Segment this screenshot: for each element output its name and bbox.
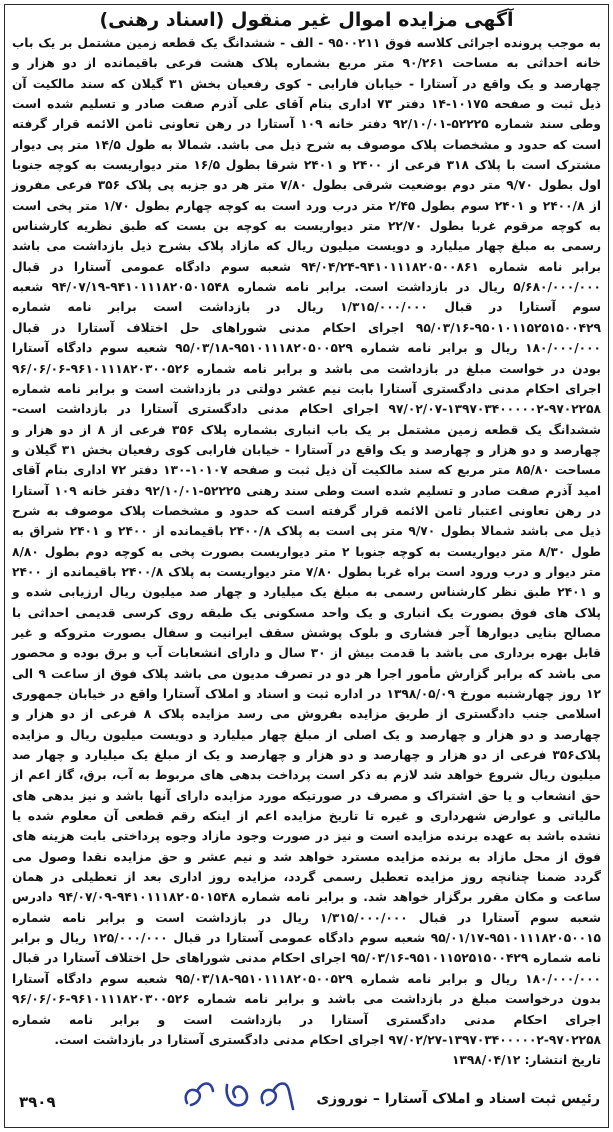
- handwritten-number-mark: [175, 1073, 315, 1119]
- ad-number: ۳۹۰۹: [19, 1093, 56, 1111]
- publish-date: تاریخ انتشار: ۱۳۹۸/۰۴/۱۲: [451, 1053, 601, 1068]
- notice-body: به موجب پرونده اجرائی کلاسه فوق ۹۵۰۰۲۱۱ - الف - ششدانگ یک قطعه زمین مشتمل بر یک باب خانه احداثی به مساحت ۹۰/۲۶۱ متر مربع بشماره پلاک هشت فرعی باقیمانده از دو هزار و چهارصد و یک واقع در آستارا - خیابان فارابی - کوی رفعیان بخش ۳۱ گیلان که سند مالکیت آن ذیل ثبت و صفحه ۱۰۱۷۵-۱۴ دفتر ۷۳ اداری بنام آقای علی آذرم صفت صادر و تسلیم شده است وطی سند شماره ۵۲۲۲۵-۹۲/۱۰/۰۱ دفتر خانه ۱۰۹ آستارا در رهن تعاونی ثامن الائمه قرار گرفته است که حدود و مشخصات پلاک موصوف به شرح ذیل می باشد. شمالا به طول ۱۴/۵ متر پی دیوار مشترک است با پلاک ۳۱۸ فرعی از ۲۴۰۰ و ۲۴۰۱ شرقا بطول ۱۶/۵ متر دیواریست به کوچه جنوبا اول بطول ۹/۷۰ متر دوم بوضعیت شرقی بطول ۷/۸۰ متر هر دو جزبه پی پلاک ۳۵۶ فرعی مفروز از ۲۴۰۰/۸ و ۲۴۰۱ سوم بطول ۲/۴۵ متر درب ورد است به کوچه چهارم بطول ۱/۷۰ متر پخی است به کوچه مرقوم غربا بطول ۲۲/۷۰ متر دیواریست به کوچه بن بست که طبق نظریه کارشناس رسمی به مبلغ چهار میلیارد و دویست میلیون ریال که مازاد پلاک بشرح ذیل بازداشت می باشد برابر نامه شماره ۹۴۱۰۱۱۱۸۲۰۵۰۰۸۶۱-۹۴/۰۴/۲۴ شعبه سوم دادگاه عمومی آستارا در قبال ۵/۶۸۰/۰۰۰/۰۰۰ ریال در بازداشت است. برابر نامه شماره ۹۴۱۰۱۱۱۸۲۰۵۰۱۵۴۸-۹۴/۰۷/۱۹ شعبه سوم آستارا در قبال ۱/۳۱۵/۰۰۰/۰۰۰ ریال در بازداشت است برابر نامه شماره ۹۵۰۱۰۱۱۵۲۵۱۵۰۰۴۲۹-۹۵/۰۳/۱۶ اجرای احکام مدنی شوراهای حل اختلاف آستارا در قبال ۱۸۰/۰۰۰/۰۰۰ ریال و برابر نامه شماره ۹۵۱۰۱۱۱۸۲۰۵۰۰۵۲۹-۹۵/۰۳/۱۸ شعبه سوم دادگاه آستارا بودن در خواست مبلغ در بازداشت می باشد و برابر نامه شماره ۹۶۱۰۱۱۱۸۲۰۳۰۰۵۲۶-۹۶/۰۶/۰۶ اجرای احکام مدنی دادگستری آستارا بابت نیم عشر دولتی در بازداشت است و برابر نامه شماره ۹۷۰۲۲۵۸-۱۳۹۷۰۳۴۰۰۰۰۰۲-۹۷/۰۲/۰۷ اجرای احکام مدنی دادگستری آستارا در بازداشت است- ششدانگ یک قطعه زمین مشتمل بر یک باب انباری بشماره پلاک ۳۵۶ فرعی از ۸ از دو هزار و چهارصد و دو هزار و چهارصد و یک واقع در آستارا - خیابان فارابی کوی رفعیان بخش ۳۱ گیلان و مساحت ۸۵/۸۰ متر مربع که سند مالکیت آن ذیل ثبت و صفحه ۱۰۱۰۷-۱۳۰ دفتر ۷۲ اداری بنام آقای امید آذرم صفت صادر و تسلیم شده است وطی سند رهنی ۵۲۲۲۵-۹۲/۱۰/۰۱ دفتر خانه ۱۰۹ آستارا در رهن تعاونی اعتبار ثامن الائمه قرار گرفته است که حدود و مشخصات پلاک موصوف به شرح ذیل می باشد شمالا بطول ۹/۷۰ متر پی است به پلاک ۲۴۰۰/۸ باقیمانده از ۲۴۰۰ و ۲۴۰۱ شراق به طول ۸/۳۰ متر دیواریست به کوچه جنوبا ۲ متر دیواریست بصورت پخی به کوچه دوم بطول ۸/۸۰ متر دیوار و درب ورود است براه غربا بطول ۷/۸۰ متر دیواریست به پلاک ۲۴۰۰/۸ باقیمانده از ۲۴۰۰ و ۲۴۰۱ طبق نظر کارشناس رسمی به مبلغ یک میلیارد و چهار صد میلیون ریال ارزیابی شده و پلاک های فوق بصورت یک انباری و یک واحد مسکونی یک طبقه روی کرسی قدیمی احداثی با مصالح بنایی دیوارها آجر فشاری و بلوک پوشش سقف ایرانیت و سفال بصورت متروکه و غیر قابل بهره برداری می باشد با قدمت بیش از ۳۰ سال و دارای انشعابات آب و برق بوده و محصور می باشد که برابر گزارش مأمور اجرا هر دو در تصرف مدیون می باشد پلاک فوق از ساعت ۹ الی ۱۲ روز چهارشنبه مورخ ۱۳۹۸/۰۵/۰۹ در اداره ثبت و اسناد و املاک آستارا واقع در خیابان جمهوری اسلامی جنب دادگستری از طریق مزایده بفروش می رسد مزایده پلاک ۸ فرعی از دو هزار و چهارصد و دو هزار و چهارصد و یک اصلی از مبلغ چهار میلیارد و دویست میلیون ریال و مزایده پلاک۳۵۶ فرعی از دو هزار و چهارصد و دو هزار و چهارصد و یک از مبلغ یک میلیارد و چهار صد میلیون ریال شروع خواهد شد لازم به ذکر است پرداخت بدهی های مربوط به آب، برق، گاز اعم از حق انشعاب و یا حق اشتراک و مصرف در صورتیکه مورد مزایده دارای آنها باشد و نیز بدهی های مالیاتی و عوارض شهرداری و غیره تا تاریخ مزایده اعم از اینکه رقم قطعی آن معلوم شده یا نشده باشد به عهده برنده مزایده است و نیز در صورت وجود مازاد وجوه پرداختی بابت هزینه های فوق از محل مازاد به برنده مزایده مسترد خواهد شد و نیم عشر و حق مزایده نقدا وصول می گردد ضمنا چنانچه روز مزایده تعطیل رسمی گردد، مزایده روز اداری بعد از تعطیلی در همان ساعت و مکان مقرر برگزار خواهد شد. و برابر نامه شماره ۹۴۱۰۱۱۱۸۲۰۵۰۱۵۴۸-۹۴/۰۷/۰۹ دادرس شعبه سوم آستارا در قبال ۱/۳۱۵/۰۰۰/۰۰۰ ریال در بازداشت است و برابر نامه شماره ۹۵۱۰۱۱۱۸۲۰۵۰۰۱۵-۹۵/۰۱/۱۷ شعبه سوم دادگاه عمومی آستارا در قبال ۱۲۵/۰۰۰/۰۰۰ ریال و برابر نامه شماره ۹۵۱۰۱۱۵۲۵۱۵۰۰۴۲۹-۹۵/۰۳/۱۶ اجرای احکام مدنی شوراهای حل اختلاف آستارا در قبال ۱۸۰/۰۰۰/۰۰۰ ریال و برابر نامه شماره ۹۵۱۰۱۱۱۸۲۰۵۰۰۵۲۹-۹۵/۰۳/۱۸ شعبه سوم دادگاه آستارا بدون درخواست مبلغ در بازداشت می باشد و برابر نامه شماره ۹۶۱۰۱۱۱۸۲۰۳۰۰۵۲۶-۹۶/۰۶/۰۶ اجرای احکام مدنی دادگستری آستارا در بازداشت است و برابر نامه شماره ۹۷۰۲۲۵۸-۱۳۹۷۰۳۴۰۰۰۰۰۲-۹۷/۰۲/۲۷ اجرای احکام مدنی دادگستری آستارا در بازداشت است.: [12, 36, 602, 1047]
- notice-frame: [4, 4, 609, 1128]
- signature-line: رئیس ثبت اسناد و املاک آستارا – نوروزی: [316, 1091, 600, 1107]
- notice-footer: [5, 1081, 608, 1121]
- notice-title: آگهی مزایده اموال غیر منقول (اسناد رهنی): [99, 9, 514, 31]
